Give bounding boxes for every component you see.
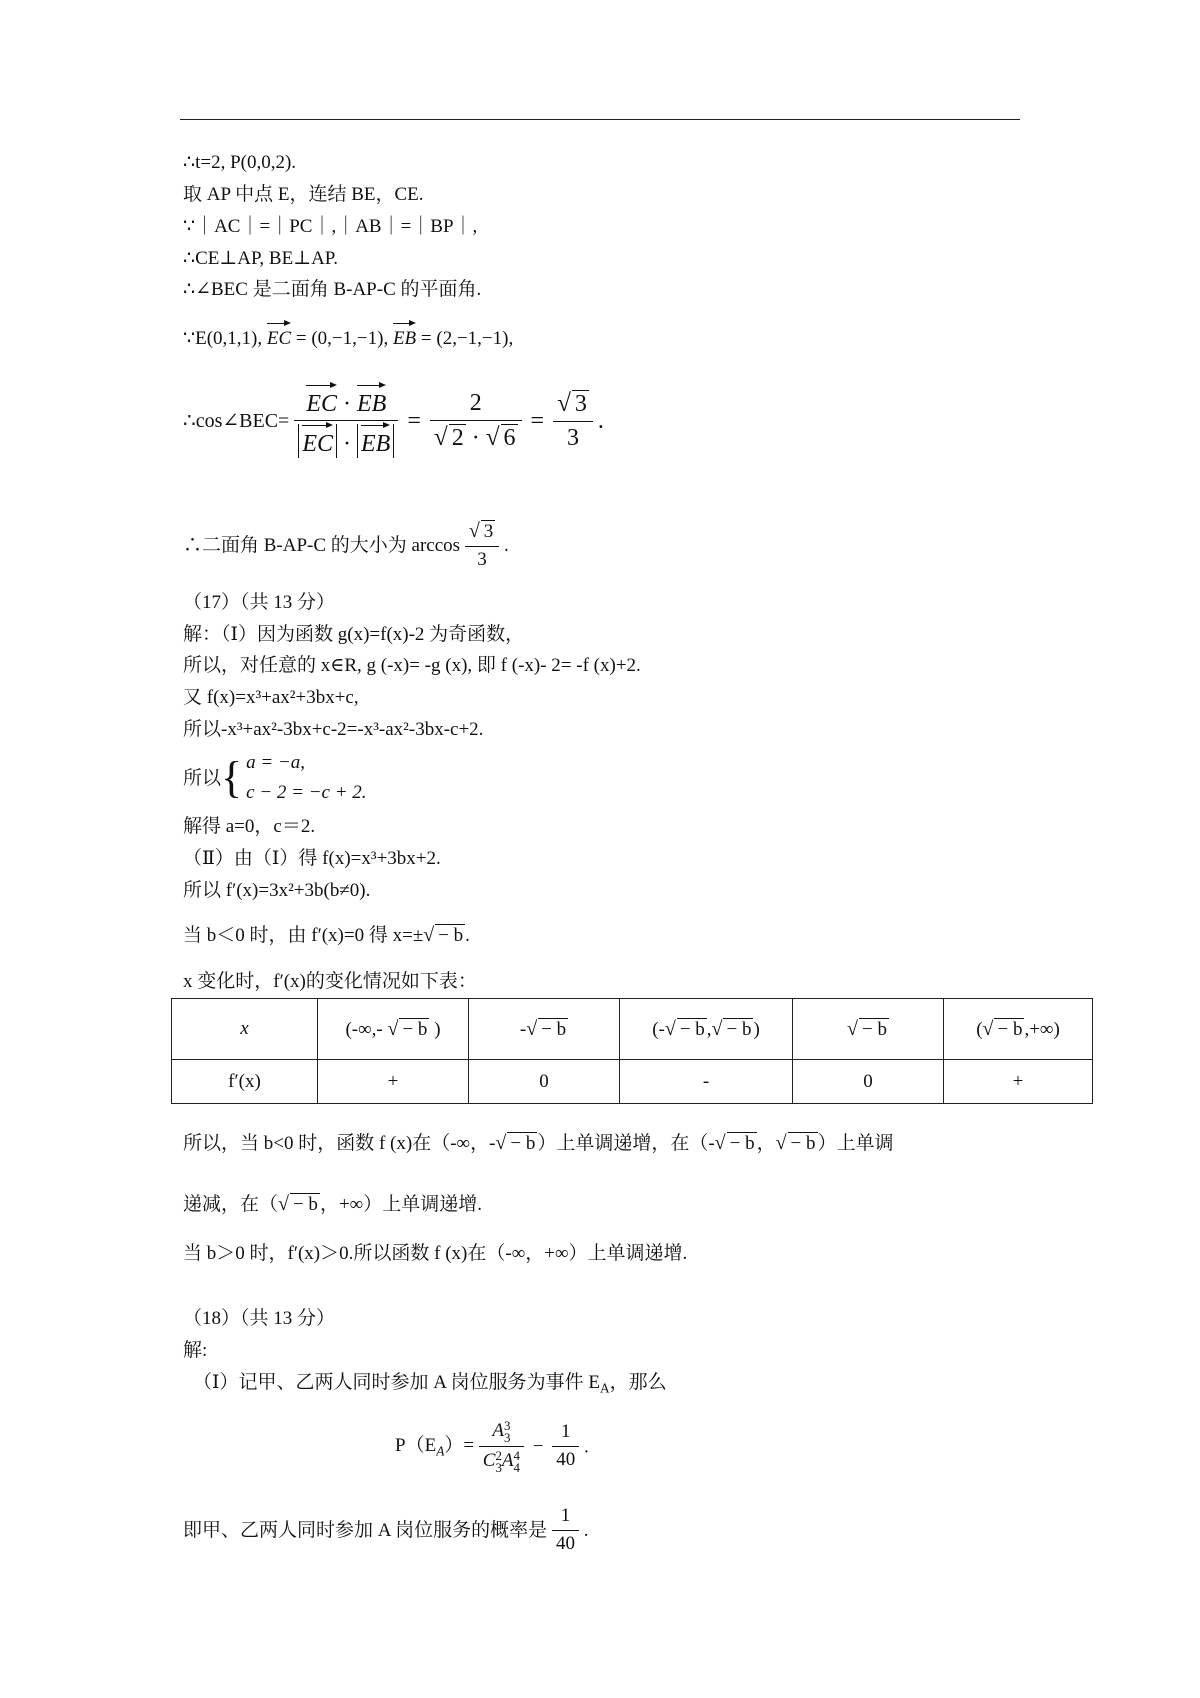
table-cell: x bbox=[172, 999, 318, 1060]
line-equal-lengths: ∵｜AC｜=｜PC｜,｜AB｜=｜BP｜, bbox=[183, 216, 478, 237]
line-midpoint: 取 AP 中点 E，连结 BE，CE. bbox=[183, 184, 424, 205]
monotonic-text-b: ）上单调递增，在（- bbox=[537, 1133, 715, 1154]
table-cell: √ − b bbox=[793, 999, 944, 1060]
monotonic-text-c: ， bbox=[756, 1133, 776, 1154]
q17-line-11: 所以，当 b<0 时，函数 f (x)在（-∞，-√ − b ）上单调递增，在（-√ − b ，√ − b ）上单调 bbox=[183, 1132, 894, 1154]
dot-operator-roots: · bbox=[471, 424, 480, 451]
decreasing-text-a: 递减，在（ bbox=[183, 1194, 279, 1215]
vector-eb-value: = (2,−1,−1), bbox=[420, 328, 514, 349]
system-label: 所以 bbox=[183, 767, 222, 789]
q18-heading: （18）（共 13 分） bbox=[183, 1308, 336, 1329]
period: . bbox=[583, 1436, 589, 1458]
q17-line-4: 所以-x³+ax²-3bx+c-2=-x³-ax²-3bx-c+2. bbox=[183, 719, 484, 740]
minus-sign: − bbox=[532, 1436, 544, 1458]
q17-line-6: 解得 a=0，c＝2. bbox=[183, 816, 316, 837]
period: . bbox=[597, 407, 604, 434]
permutation-fraction: A 3 3 C 2 3 A 4 4 bbox=[479, 1420, 524, 1474]
event-text: （Ⅰ）记甲、乙两人同时参加 A 岗位服务为事件 E bbox=[193, 1372, 601, 1393]
cosine-label: ∴cos∠BEC= bbox=[183, 409, 290, 432]
vector-eb-denominator: EB bbox=[361, 424, 390, 457]
table-cell: + bbox=[318, 1060, 469, 1104]
vector-ec-denominator: EC bbox=[302, 424, 333, 457]
q17-line-8: 所以 f′(x)=3x²+3b(b≠0). bbox=[183, 880, 371, 901]
q17-line-1: 解：（Ⅰ）因为函数 g(x)=f(x)-2 为奇函数， bbox=[183, 624, 525, 645]
q18-line-4 bbox=[183, 1506, 588, 1555]
q17-line-12: 递减，在（√ − b ，+∞）上单调递增. bbox=[183, 1193, 482, 1215]
table-cell: (-∞,- √ − b ) bbox=[318, 999, 469, 1060]
decreasing-text-b: ，+∞）上单调递增. bbox=[319, 1194, 482, 1215]
event-text-end: ，那么 bbox=[609, 1372, 667, 1393]
sqrt-minus-b: − b bbox=[788, 1132, 818, 1153]
sqrt-minus-b: − b bbox=[435, 924, 465, 945]
table-cell: (√ − b ,+∞) bbox=[944, 999, 1093, 1060]
table-cell: f′(x) bbox=[172, 1060, 318, 1104]
critical-point-text: 当 b＜0 时，由 f′(x)=0 得 x=± bbox=[183, 925, 424, 946]
event-subscript: A bbox=[600, 1380, 610, 1396]
line-vectors bbox=[183, 322, 513, 348]
dot-operator: · bbox=[343, 391, 351, 417]
vector-ec-value: = (0,−1,−1), bbox=[295, 328, 389, 349]
monotonic-text-a: 所以，当 b<0 时，函数 f (x)在（-∞，- bbox=[183, 1133, 496, 1154]
vector-eb-numerator: EB bbox=[357, 384, 386, 417]
probability-lhs: $P(E_A)=$ bbox=[395, 1434, 475, 1459]
vector-eb: EB bbox=[393, 322, 416, 348]
period: . bbox=[504, 534, 509, 556]
probability-fraction: $\frac{1}{40}$ bbox=[552, 1506, 579, 1555]
q17-line-10: x 变化时，f′(x)的变化情况如下表： bbox=[183, 971, 477, 992]
sqrt-two: 2 bbox=[449, 424, 466, 450]
system-eq-1: a = −a, bbox=[246, 752, 306, 773]
dot-operator-denominator: · bbox=[343, 431, 351, 458]
table-cell: - bbox=[620, 1060, 793, 1104]
sqrt-three: 3 bbox=[572, 390, 589, 416]
table-cell: -√ − b bbox=[469, 999, 620, 1060]
line-perpendicular: ∴CE⊥AP, BE⊥AP. bbox=[183, 248, 338, 269]
q17-system bbox=[183, 748, 367, 809]
system-eq-2: c − 2 = −c + 2. bbox=[246, 782, 367, 804]
cosine-fraction bbox=[294, 384, 398, 458]
sqrt-six: 6 bbox=[501, 424, 518, 450]
probability-formula bbox=[395, 1420, 589, 1474]
point-e: ∵E(0,1,1), bbox=[183, 328, 263, 349]
sqrt-minus-b: − b bbox=[727, 1132, 757, 1153]
q17-line-9: 当 b＜0 时，由 f′(x)=0 得 x=±√ − b . bbox=[183, 924, 470, 946]
arccos-fraction: $\frac{√ 3}{3}$ bbox=[465, 520, 499, 571]
q17-line-2: 所以，对任意的 x∈R, g (-x)= -g (x), 即 f (-x)- 2= -f (x)+2. bbox=[183, 655, 641, 676]
header-rule bbox=[180, 119, 1020, 120]
left-brace: { bbox=[221, 753, 243, 803]
table-cell: 0 bbox=[793, 1060, 944, 1104]
q18-line-1: 解: bbox=[183, 1340, 208, 1361]
dihedral-text: ∴二面角 B-AP-C 的大小为 arccos bbox=[183, 534, 461, 556]
table-row bbox=[172, 999, 1093, 1060]
vector-ec: EC bbox=[267, 322, 291, 348]
period: . bbox=[465, 925, 470, 946]
q17-line-7: （Ⅱ）由（Ⅰ）得 f(x)=x³+3bx+2. bbox=[183, 848, 441, 869]
line-plane-angle: ∴∠BEC 是二面角 B-AP-C 的平面角. bbox=[183, 279, 482, 300]
fraction-one-over-forty: $\frac{1}{40}$ bbox=[552, 1422, 579, 1471]
denominator-three-arccos: 3 bbox=[477, 548, 487, 570]
monotonic-text-d: ）上单调 bbox=[817, 1133, 894, 1154]
sqrt-minus-b: − b bbox=[290, 1193, 320, 1214]
line-t-value: ∴t=2, P(0,0,2). bbox=[183, 152, 297, 173]
fraction-two-over-roots: $\frac{2}{√ 2 \cdot √ 6}$ bbox=[430, 390, 522, 451]
q18-line-2 bbox=[193, 1373, 667, 1395]
numerator-two: 2 bbox=[430, 390, 522, 420]
probability-conclusion: 即甲、乙两人同时参加 A 岗位服务的概率是 bbox=[183, 1519, 548, 1541]
vector-ec-numerator: EC bbox=[306, 384, 337, 417]
equals-sign-2: = bbox=[530, 407, 545, 434]
sqrt-three-arccos: 3 bbox=[481, 520, 496, 541]
equals-sign: = bbox=[407, 407, 421, 434]
q17-line-13: 当 b＞0 时，f′(x)＞0.所以函数 f (x)在（-∞，+∞）上单调递增. bbox=[183, 1243, 688, 1264]
line-dihedral-result bbox=[183, 520, 509, 571]
table-cell: + bbox=[944, 1060, 1093, 1104]
table-row bbox=[172, 1060, 1093, 1104]
derivative-table bbox=[171, 998, 1093, 1104]
table-cell: (-√ − b ,√ − b ) bbox=[620, 999, 793, 1060]
period: . bbox=[583, 1519, 589, 1541]
table-cell: 0 bbox=[469, 1060, 620, 1104]
q17-heading: （17）（共 13 分） bbox=[183, 592, 336, 613]
sqrt-minus-b: − b bbox=[507, 1132, 537, 1153]
fraction-root3-over-3: $\frac{√ 3}{3}$ bbox=[553, 390, 593, 451]
q17-line-3: 又 f(x)=x³+ax²+3bx+c, bbox=[183, 687, 359, 708]
denominator-three: 3 bbox=[566, 425, 579, 452]
cosine-formula bbox=[183, 384, 604, 458]
